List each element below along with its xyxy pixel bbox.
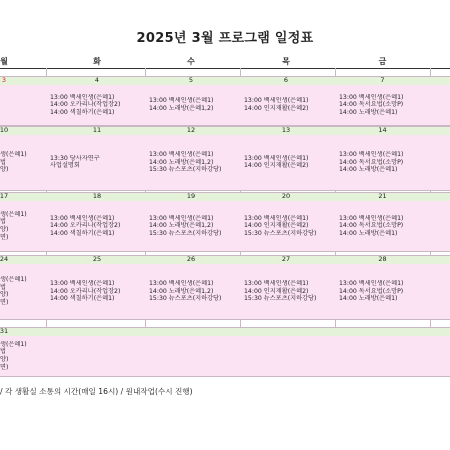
program-cell xyxy=(0,276,42,306)
program-item: 법 xyxy=(0,218,6,226)
program-item: 15:30 뉴스포츠(지하강당) xyxy=(244,295,317,303)
program-item: 14:00 오카리나(작업장2) xyxy=(50,222,121,230)
header-tue: 화 xyxy=(93,57,101,66)
date-row xyxy=(0,327,450,336)
program-cell xyxy=(149,215,235,238)
date-number: 19 xyxy=(186,192,196,200)
program-item: 13:00 백세인생(은혜1) xyxy=(149,280,214,288)
program-item: 14:00 색칠하기(은혜1) xyxy=(50,229,115,237)
program-item: 13:00 백세인생(은혜1) xyxy=(50,93,115,101)
program-cell xyxy=(50,280,140,303)
date-number: 17 xyxy=(0,192,9,200)
date-number: 4 xyxy=(94,76,100,84)
program-item: 14:00 인지재활(은혜2) xyxy=(244,222,309,230)
program-item: 양) xyxy=(0,355,9,363)
date-number: 3 xyxy=(1,76,7,84)
header-thu: 목 xyxy=(282,57,290,66)
program-item: 법 xyxy=(0,158,6,166)
program-item: 14:00 인지재활(은혜2) xyxy=(244,287,309,295)
date-number: 20 xyxy=(281,192,291,200)
date-number: 21 xyxy=(378,192,387,200)
footer-note: / 각 생활실 소통의 시간(매일 16시) / 원내작업(수시 진행) xyxy=(0,387,193,396)
program-item: 14:00 색칠하기(은혜1) xyxy=(50,295,115,303)
program-item: 13:00 백세인생(은혜1) xyxy=(339,151,404,159)
program-cell xyxy=(149,97,235,112)
date-number: 27 xyxy=(281,255,291,263)
program-item: 14:00 독서요법(소망P) xyxy=(339,287,404,295)
program-item: 14:00 노래방(은혜1,2) xyxy=(149,287,214,295)
program-item: 14:00 노래방(은혜1) xyxy=(339,166,398,174)
program-cell xyxy=(244,97,330,112)
program-item: 13:00 백세인생(은혜1) xyxy=(149,214,214,222)
date-number: 5 xyxy=(188,76,194,84)
program-item: 14:00 노래방(은혜1) xyxy=(339,229,398,237)
program-item: 법 xyxy=(0,348,6,356)
program-item: 생(은혜1) xyxy=(0,210,27,218)
program-item: 사업설명회 xyxy=(50,162,80,170)
header-wed: 수 xyxy=(187,57,195,66)
program-cell xyxy=(149,280,235,303)
program-cell xyxy=(339,280,429,303)
date-number: 25 xyxy=(92,255,102,263)
program-cell xyxy=(149,151,235,174)
row-divider xyxy=(0,327,450,328)
header-mon: 월 xyxy=(0,57,8,66)
program-item: 14:00 노래방(은혜1) xyxy=(339,295,398,303)
program-cell xyxy=(244,155,330,170)
program-item: 양) xyxy=(0,225,9,233)
program-item: 생(은혜1) xyxy=(0,276,27,284)
program-item: 14:00 노래방(은혜1,2) xyxy=(149,222,214,230)
program-cell xyxy=(0,151,42,174)
date-number: 18 xyxy=(92,192,102,200)
program-item: 13:00 백세인생(은혜1) xyxy=(339,93,404,101)
program-item: 13:00 백세인생(은혜1) xyxy=(339,214,404,222)
program-cell xyxy=(244,280,330,303)
program-cell xyxy=(0,341,42,371)
date-number: 31 xyxy=(0,327,9,335)
program-item: 14:00 노래방(은혜1) xyxy=(339,108,398,116)
program-item: 13:00 백세인생(은혜1) xyxy=(244,214,309,222)
program-band xyxy=(0,336,450,376)
date-number: 7 xyxy=(380,76,385,84)
program-item: 양) xyxy=(0,166,9,174)
program-item: 생(은혜1) xyxy=(0,151,27,159)
program-item: 13:00 백세인생(은혜1) xyxy=(149,97,214,105)
program-item: 15:30 뉴스포츠(지하강당) xyxy=(149,229,222,237)
date-number: 10 xyxy=(0,126,9,134)
program-cell xyxy=(339,215,429,238)
row-divider xyxy=(0,190,450,191)
program-item: 면) xyxy=(0,363,9,371)
date-number: 12 xyxy=(186,126,196,134)
date-number: 6 xyxy=(283,76,289,84)
program-item: 14:00 노래방(은혜1,2) xyxy=(149,104,214,112)
program-item: 13:00 백세인생(은혜1) xyxy=(50,214,115,222)
program-item: 13:00 백세인생(은혜1) xyxy=(149,151,214,159)
row-divider xyxy=(0,376,450,377)
program-cell xyxy=(244,215,330,238)
date-number: 14 xyxy=(378,126,387,134)
program-item: 13:00 백세인생(은혜1) xyxy=(339,280,404,288)
schedule-calendar xyxy=(0,52,450,371)
program-item: 14:00 독서요법(소망P) xyxy=(339,222,404,230)
program-item: 14:00 노래방(은혜1,2) xyxy=(149,158,214,166)
header-divider xyxy=(0,68,450,69)
program-item: 14:00 인지재활(은혜2) xyxy=(244,104,309,112)
program-item: 13:30 당사자연구 xyxy=(50,154,100,162)
program-item: 생(은혜1) xyxy=(0,340,27,348)
page-title: 2025년 3월 프로그램 일정표 xyxy=(136,31,314,46)
program-cell xyxy=(339,94,429,117)
program-item: 면) xyxy=(0,299,9,307)
program-item: 13:00 백세인생(은혜1) xyxy=(244,280,309,288)
program-item: 14:00 인지재활(은혜2) xyxy=(244,162,309,170)
program-item: 15:30 뉴스포츠(지하강당) xyxy=(149,295,222,303)
program-item: 14:00 오카리나(작업장2) xyxy=(50,287,121,295)
row-divider xyxy=(0,319,450,320)
program-item: 양) xyxy=(0,291,9,299)
program-cell xyxy=(50,215,140,238)
program-item: 15:30 뉴스포츠(지하강당) xyxy=(149,166,222,174)
program-item: 13:00 백세인생(은혜1) xyxy=(244,154,309,162)
program-cell xyxy=(50,155,140,170)
date-number: 13 xyxy=(281,126,291,134)
date-number: 11 xyxy=(92,126,102,134)
program-item: 14:00 독서요법(소망P) xyxy=(339,158,404,166)
program-item: 14:00 색칠하기(은혜1) xyxy=(50,108,115,116)
program-item: 법 xyxy=(0,283,6,291)
date-number: 28 xyxy=(378,255,387,263)
header-fri: 금 xyxy=(378,57,387,66)
program-item: 15:30 뉴스포츠(지하강당) xyxy=(244,229,317,237)
program-cell xyxy=(339,151,429,174)
program-item: 13:00 백세인생(은혜1) xyxy=(50,280,115,288)
date-number: 26 xyxy=(186,255,196,263)
program-item: 14:00 오카리나(작업장2) xyxy=(50,101,121,109)
program-cell xyxy=(50,94,140,117)
program-item: 13:00 백세인생(은혜1) xyxy=(244,97,309,105)
date-number: 24 xyxy=(0,255,9,263)
program-item: 14:00 독서요법(소망P) xyxy=(339,101,404,109)
row-divider xyxy=(0,251,450,252)
program-cell xyxy=(0,211,42,241)
program-item: 면) xyxy=(0,233,9,241)
